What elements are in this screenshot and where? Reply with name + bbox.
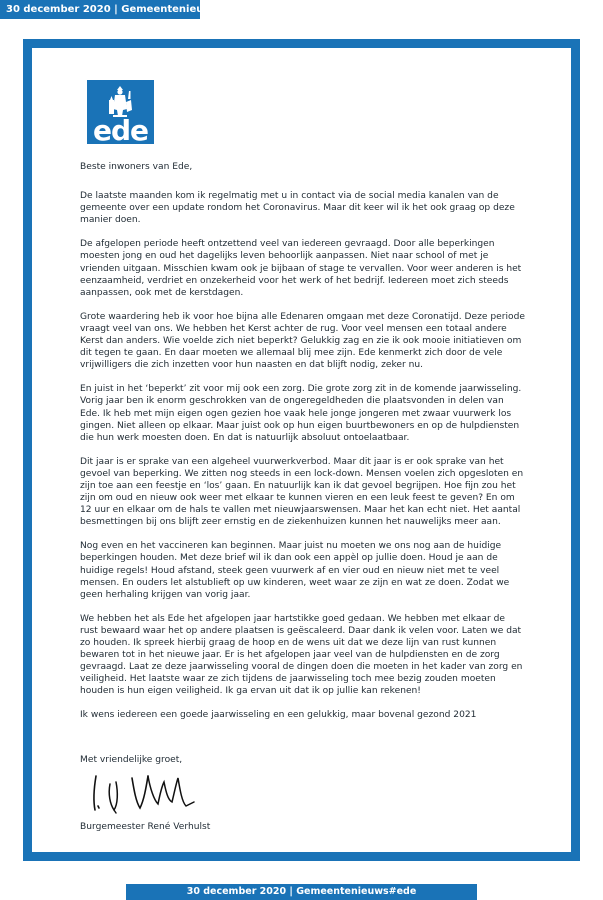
paragraph: En juist in het ‘beperkt’ zit voor mij ook een zorg. Die grote zorg zit in de komende jaarwisseling. Vorig jaar ben ik enorm geschrokken van de ongeregeldheden die plaatsvonden in delen van Ede. Ik heb met mijn eigen ogen gezien hoe vaak hele jonge jongeren met zwaar vuurwerk los gingen. Niet alleen op elkaar. Maar juist ook op hun eigen buurtbewoners en op de hulpdiensten die hun werk moesten doen. En dat is natuurlijk absoluut ontoelaatbaar.: [80, 384, 522, 443]
paragraph: We hebben het als Ede het afgelopen jaar hartstikke goed gedaan. We hebben met elkaar de rust bewaard waar het op andere plaatsen is geëscaleerd. Daar dank ik velen voor. Laten we dat zo houden. Ik spreek hierbij graag de hoop en de wens uit dat we deze lijn van rust kunnen bewaren tot in het nieuwe jaar. Er is het afgelopen jaar veel van de hulpdiensten en de zorg gevraagd. Laat ze deze jaarwisseling vooral de dingen doen die moeten in het kader van zorg en veiligheid. Het laatste waar ze zich tijdens de jaarwisseling toch mee bezig zouden moeten houden is hun eigen veiligheid. Ik ga ervan uit dat ik op jullie kan rekenen!: [80, 613, 523, 697]
paragraph: Grote waardering heb ik voor hoe bijna alle Edenaren omgaan met deze Coronatijd. Deze periode vraagt veel van ons. We hebben het Kerst achter de rug. Voor veel mensen een totaal andere Kerst dan anders. Wie voelde zich niet beperkt? Gelukkig zag en zie ik ook mooie initiatieven om dit tegen te gaan. En daar moeten we allemaal blij mee zijn. Ede kenmerkt zich door de vele vrijwilligers die zich inzetten voor hun naasten en dat blijft nodig, zeker nu.: [80, 311, 525, 371]
signature-icon: [88, 770, 218, 818]
footer-date-tab: 30 december 2020 | Gemeentenieuws#ede: [126, 884, 477, 900]
paragraph: De laatste maanden kom ik regelmatig met u in contact via de social media kanalen van de gemeente over een update rondom het Coronavirus. Maar dit keer wil ik het ook graag op deze manier doen.: [80, 191, 515, 226]
paragraph: De afgelopen periode heeft ontzettend veel van iedereen gevraagd. Door alle beperkingen moesten jong en oud het dagelijks leven behoorlijk aanpassen. Niet naar school of met je vrienden uitgaan. Misschien kwam ook je bijbaan of stage te vervallen. Voor weer anderen is het eenzaamheid, verdriet en onzekerheid voor het werk of het bedrijf. Iedereen moet zich steeds aanpassen, ook met de kerstdagen.: [80, 239, 522, 298]
header-date-tab: 30 december 2020 | Gemeentenieuws#ede: [0, 0, 200, 19]
logo-wordmark: ede: [92, 114, 149, 147]
paragraph: Ik wens iedereen een goede jaarwisseling en een gelukkig, maar bovenal gezond 2021: [80, 710, 477, 721]
closing-line: Met vriendelijke groet,: [80, 755, 183, 765]
signer-name: Burgemeester René Verhulst: [80, 822, 211, 832]
salutation: Beste inwoners van Ede,: [80, 162, 193, 172]
paragraph: Nog even en het vaccineren kan beginnen. Maar juist nu moeten we ons nog aan de huidige beperkingen houden. Met deze brief wil ik dan ook een appèl op jullie doen. Houd je aan de huidige regels! Houd afstand, steek geen vuurwerk af en vier oud en nieuw niet met te veel mensen. En ouders let alstublieft op uw kinderen, weet waar ze zijn en wat ze doen. Zodat we geen herhaling krijgen van vorig jaar.: [80, 541, 510, 600]
letter-frame: [23, 39, 580, 861]
letter-body: [80, 161, 525, 734]
ede-logo: [87, 80, 154, 147]
paragraph: Dit jaar is er sprake van een algeheel vuurwerkverbod. Maar dit jaar is er ook sprake van het gevoel van beperking. We zitten nog steeds in een lock-down. Mensen voelen zich opgesloten en zijn toe aan een feestje en ‘los’ gaan. En natuurlijk kan ik dat gevoel begrijpen. Hoe fijn zou het zijn om oud en nieuw ook weer met elkaar te kunnen vieren en een leuk feest te geven? En om 12 uur en elkaar om de hals te vallen met nieuwjaarswensen. Maar het kan echt niet. Het aantal besmettingen bij ons blijft zeer ernstig en de ziekenhuizen kunnen het nauwelijks meer aan.: [80, 456, 524, 528]
